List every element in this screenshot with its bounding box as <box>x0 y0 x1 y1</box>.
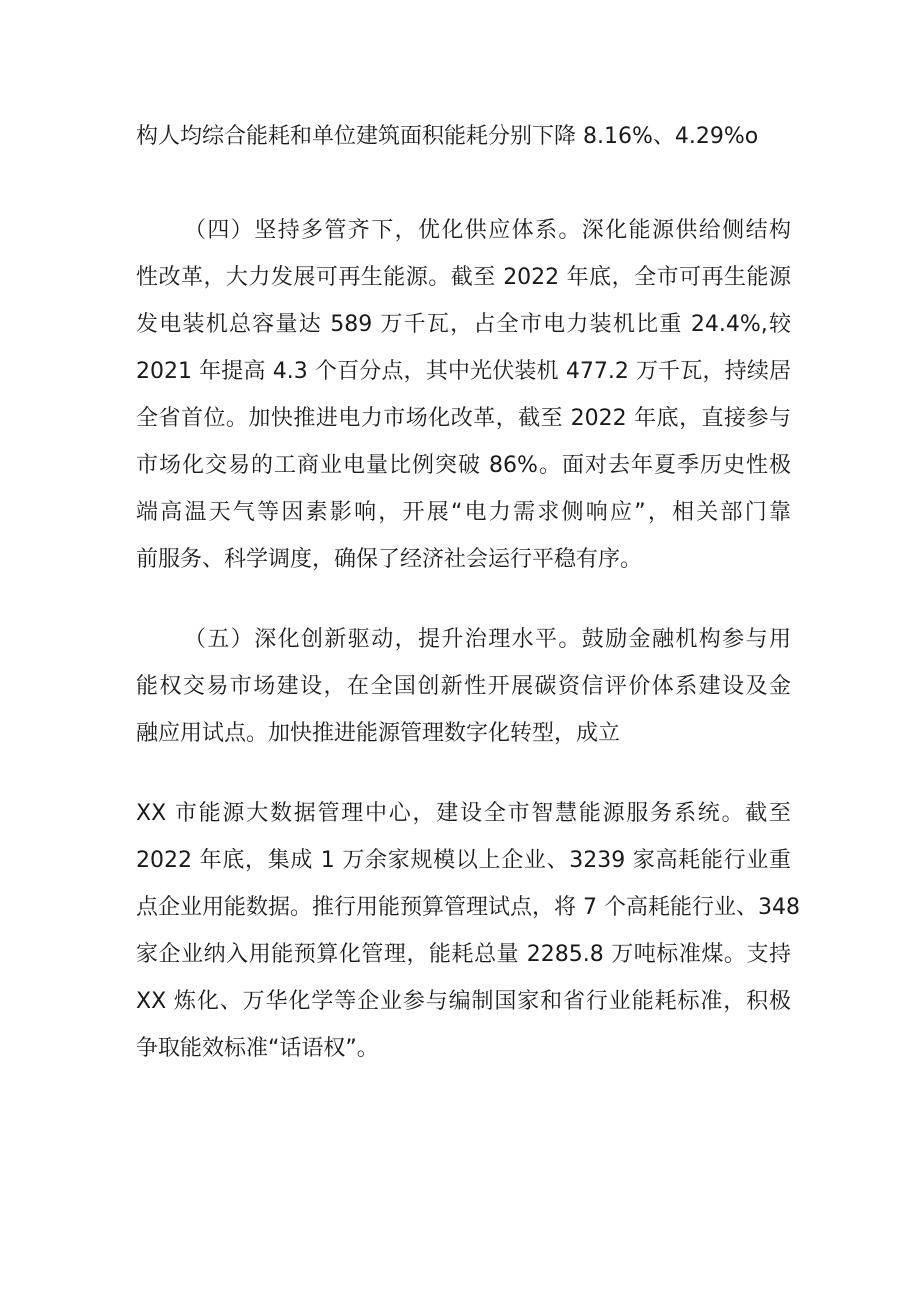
paragraph-6-line-6: 争取能效标准“话语权”。 <box>136 1036 379 1061</box>
paragraph-6-line-1: XX 市能源大数据管理中心，建设全市智慧能源服务系统。截至 <box>136 801 791 826</box>
paragraph-6-line-5: XX 炼化、万华化学等企业参与编制国家和省行业能耗标准，积极 <box>136 989 791 1014</box>
paragraph-4-line-3: 发电装机总容量达 589 万千瓦，占全市电力装机比重 24.4%,较 <box>136 312 791 337</box>
paragraph-4-line-2: 性改革，大力发展可再生能源。截至 2022 年底，全市可再生能源 <box>136 265 791 290</box>
paragraph-4-line-4: 2021 年提高 4.3 个百分点，其中光伏装机 477.2 万千瓦，持续居 <box>136 359 791 384</box>
paragraph-4-line-8: 前服务、科学调度，确保了经济社会运行平稳有序。 <box>136 547 643 572</box>
paragraph-5-line-3: 融应用试点。加快推进能源管理数字化转型，成立 <box>136 721 621 746</box>
paragraph-6-line-2: 2022 年底，集成 1 万余家规模以上企业、3239 家高耗能行业重 <box>136 848 791 873</box>
paragraph-6-line-4: 家企业纳入用能预算化管理，能耗总量 2285.8 万吨标准煤。支持 <box>136 942 791 967</box>
paragraph-4-line-5: 全省首位。加快推进电力市场化改革，截至 2022 年底，直接参与 <box>136 406 791 431</box>
paragraph-4-line-7: 端高温天气等因素影响，开展“电力需求侧响应”，相关部门靠 <box>136 500 791 525</box>
paragraph-4-line-6: 市场化交易的工商业电量比例突破 86%。面对去年夏季历史性极 <box>136 453 791 478</box>
paragraph-top-line-1: 构人均综合能耗和单位建筑面积能耗分别下降 8.16%、4.29%o <box>136 124 759 149</box>
paragraph-6-line-3: 点企业用能数据。推行用能预算管理试点，将 7 个高耗能行业、348 <box>136 895 800 920</box>
paragraph-4-line-1: （四）坚持多管齐下，优化供应体系。深化能源供给侧结构 <box>184 218 791 243</box>
paragraph-5-line-1: （五）深化创新驱动，提升治理水平。鼓励金融机构参与用 <box>184 627 791 652</box>
paragraph-5-line-2: 能权交易市场建设，在全国创新性开展碳资信评价体系建设及金 <box>136 674 791 699</box>
